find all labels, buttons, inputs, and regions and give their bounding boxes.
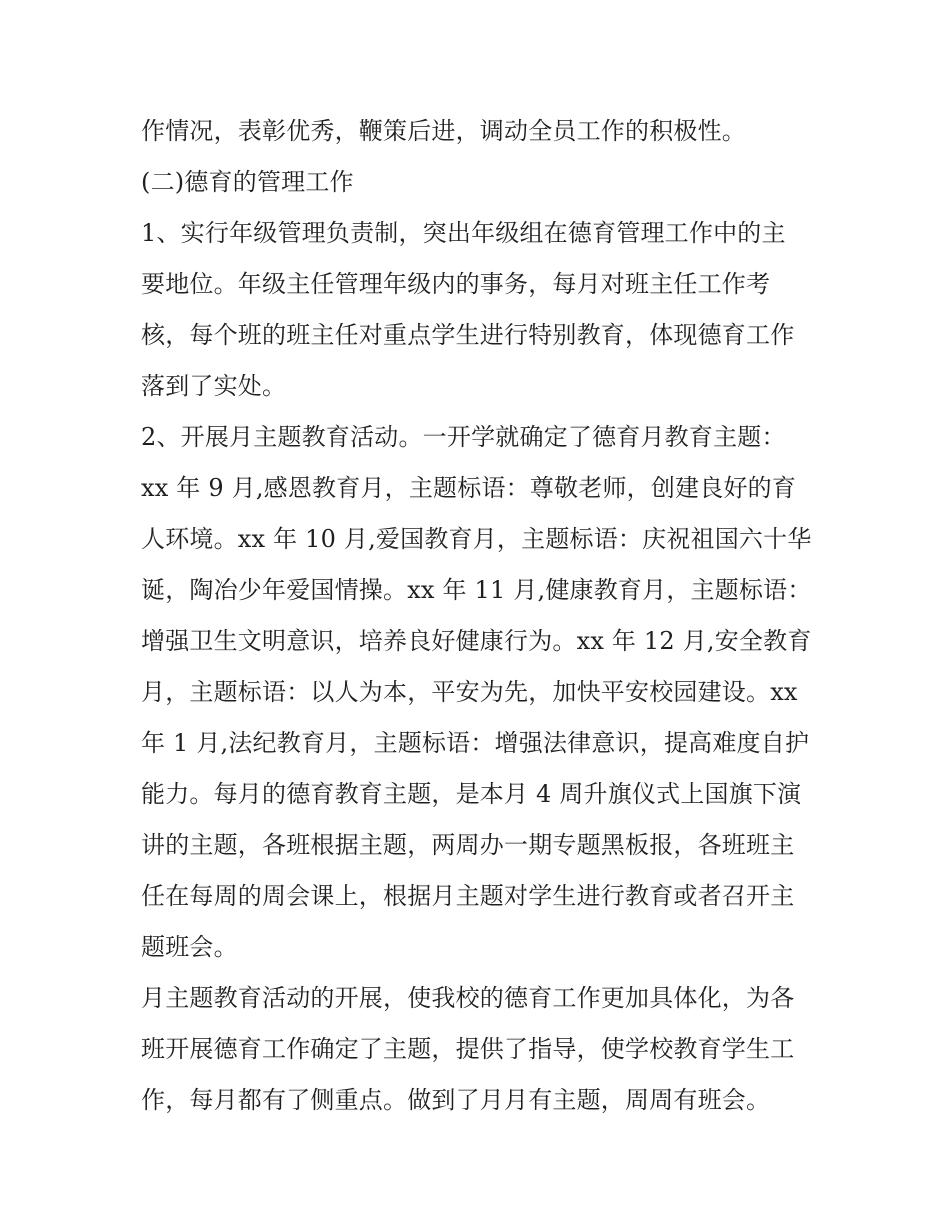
text-line: 作情况，表彰优秀，鞭策后进，调动全员工作的积极性。 [141,117,746,145]
text-line: 要地位。年级主任管理年级内的事务，每月对班主任工作考 [141,270,771,298]
text-line: 任在每周的周会课上，根据月主题对学生进行教育或者召开主 [141,882,795,910]
text-line: 月，主题标语：以人为本，平安为先，加快平安校园建设。xx [141,678,798,706]
text-line: 核，每个班的班主任对重点学生进行特别教育，体现德育工作 [141,321,795,349]
section-heading: (二)德育的管理工作 [141,168,354,196]
text-line: xx 年 9 月,感恩教育月，主题标语：尊敬老师，创建良好的育 [141,474,797,502]
text-line: 落到了实处。 [141,372,287,400]
text-line: 月主题教育活动的开展，使我校的德育工作更加具体化，为各 [141,984,795,1012]
text-line: 2、开展月主题教育活动。一开学就确定了德育月教育主题： [141,423,786,451]
text-line: 班开展德育工作确定了主题，提供了指导，使学校教育学生工 [141,1035,795,1063]
text-line: 作，每月都有了侧重点。做到了月月有主题，周周有班会。 [141,1086,771,1114]
text-line: 人环境。xx 年 10 月,爱国教育月，主题标语：庆祝祖国六十华 [141,525,812,553]
text-line: 能力。每月的德育教育主题，是本月 4 周升旗仪式上国旗下演 [141,780,802,808]
document-body [141,106,811,1126]
text-line: 1、实行年级管理负责制，突出年级组在德育管理工作中的主 [141,219,786,247]
text-line: 题班会。 [141,933,238,961]
text-line: 讲的主题，各班根据主题，两周办一期专题黑板报，各班班主 [141,831,795,859]
text-line: 诞，陶冶少年爱国情操。xx 年 11 月,健康教育月，主题标语： [141,576,812,604]
text-line: 年 1 月,法纪教育月，主题标语：增强法律意识，提高难度自护 [141,729,810,757]
text-line: 增强卫生文明意识，培养良好健康行为。xx 年 12 月,安全教育 [141,627,812,655]
